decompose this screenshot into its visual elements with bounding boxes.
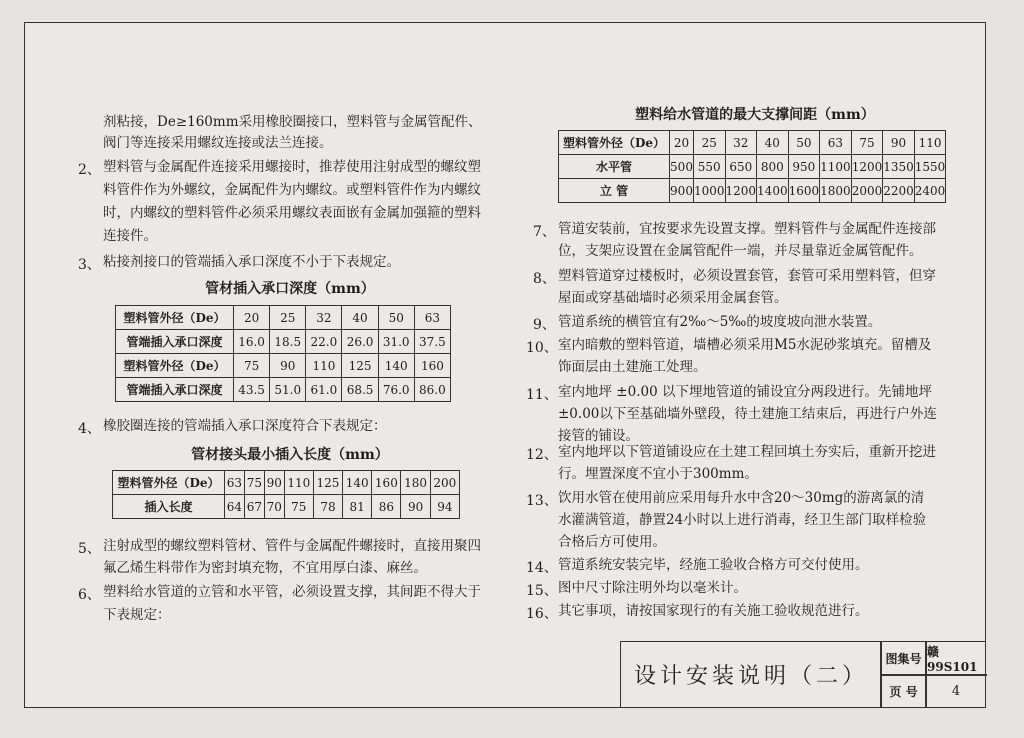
table-cell: 75 <box>234 354 270 378</box>
table-cell: 125 <box>342 354 378 378</box>
table-cell: 40 <box>342 306 378 330</box>
table-cell: 1800 <box>820 179 852 203</box>
table-cell: 2200 <box>883 179 915 203</box>
item-10-number: 10、 <box>526 340 558 356</box>
item-4-number: 4、 <box>78 421 101 437</box>
item-13-line-2: 水灌满管道，静置24小时以上进行消毒，经卫生部门取样检验 <box>558 512 927 528</box>
table-cell: 900 <box>670 179 694 203</box>
item-7-line-2: 位，支架应设置在金属管配件一端，并尽量靠近金属管配件。 <box>558 243 923 259</box>
table-cell: 76.0 <box>378 378 414 402</box>
item-11-number: 11、 <box>526 387 558 403</box>
table-cell: 180 <box>401 471 430 495</box>
item-11-line-3: 接管的铺设。 <box>558 428 639 444</box>
table-row <box>113 471 460 495</box>
item-4-line-1: 橡胶圈连接的管端插入承口深度符合下表规定： <box>103 418 387 434</box>
table-cell: 650 <box>725 155 757 179</box>
table-cell: 140 <box>378 354 414 378</box>
item-7-line-1: 管道安装前，宜按要求先设置支撑。塑料管件与金属配件连接部 <box>558 221 936 237</box>
table-cell: 950 <box>788 155 820 179</box>
table-cell: 86.0 <box>414 378 450 402</box>
item-12-number: 12、 <box>526 447 558 463</box>
item-13-number: 13、 <box>526 493 558 509</box>
item-2-line-1: 塑料管与金属配件连接采用螺接时，推荐使用注射成型的螺纹塑 <box>103 159 481 175</box>
table-cell: 500 <box>670 155 694 179</box>
drawing-title: 设计安装说明（二） <box>633 664 868 689</box>
table-cell: 51.0 <box>270 378 306 402</box>
table-3-max-support-spacing <box>558 130 946 203</box>
table-cell: 110 <box>284 471 313 495</box>
item-8-line-2: 屋面或穿基础墙时必须采用金属套管。 <box>558 290 788 306</box>
table-cell: 68.5 <box>342 378 378 402</box>
table-cell: 塑料管外径（De） <box>116 354 234 378</box>
table-cell: 插入长度 <box>113 495 225 519</box>
table-row <box>559 131 946 155</box>
table-cell: 25 <box>270 306 306 330</box>
table-cell: 86 <box>372 495 401 519</box>
item-3-number: 3、 <box>78 257 101 273</box>
table-cell: 25 <box>693 131 725 155</box>
atlas-number-value: 赣99S101 <box>927 644 978 674</box>
table-cell: 1100 <box>820 155 852 179</box>
table-cell: 31.0 <box>378 330 414 354</box>
intro-line-2: 阀门等连接采用螺纹连接或法兰连接。 <box>103 135 333 151</box>
table-cell: 160 <box>414 354 450 378</box>
table-cell: 18.5 <box>270 330 306 354</box>
table-cell: 16.0 <box>234 330 270 354</box>
page-number-value: 4 <box>951 684 961 699</box>
table-cell: 75 <box>851 131 883 155</box>
table-cell: 63 <box>414 306 450 330</box>
item-5-line-1: 注射成型的螺纹塑料管材、管件与金属配件螺接时，直接用聚四 <box>103 538 481 554</box>
item-8-number: 8、 <box>533 271 556 287</box>
item-6-line-2: 下表规定： <box>103 607 171 623</box>
item-15-line-1: 图中尺寸除注明外均以毫米计。 <box>558 580 747 596</box>
table-cell: 110 <box>306 354 342 378</box>
item-8-line-1: 塑料管道穿过楼板时，必须设置套管，套管可采用塑料管，但穿 <box>558 268 936 284</box>
table-cell: 管端插入承口深度 <box>116 378 234 402</box>
table-cell: 1200 <box>725 179 757 203</box>
item-16-line-1: 其它事项，请按国家现行的有关施工验收规范进行。 <box>558 603 869 619</box>
table-cell: 塑料管外径（De） <box>113 471 225 495</box>
table-cell: 22.0 <box>306 330 342 354</box>
item-11-line-2: ±0.00以下至基础墙外壁段，待土建施工结束后，再进行户外连 <box>558 406 937 422</box>
table-row <box>559 155 946 179</box>
table-cell: 2400 <box>914 179 946 203</box>
table-cell: 140 <box>343 471 372 495</box>
table-row <box>113 495 460 519</box>
item-6-line-1: 塑料给水管道的立管和水平管，必须设置支撑，其间距不得大于 <box>103 584 481 600</box>
table-cell: 管端插入承口深度 <box>116 330 234 354</box>
table-cell: 50 <box>788 131 820 155</box>
table-cell: 90 <box>401 495 430 519</box>
item-2-number: 2、 <box>78 162 101 178</box>
table-cell: 125 <box>313 471 342 495</box>
table-cell: 200 <box>430 471 459 495</box>
table-cell: 43.5 <box>234 378 270 402</box>
item-14-number: 14、 <box>526 560 558 576</box>
table-cell: 63 <box>225 471 245 495</box>
table-cell: 1200 <box>851 155 883 179</box>
table-cell: 63 <box>820 131 852 155</box>
table-cell: 81 <box>343 495 372 519</box>
item-5-number: 5、 <box>78 541 101 557</box>
item-15-number: 15、 <box>526 583 558 599</box>
page-number-label: 页 号 <box>889 685 918 699</box>
table-row <box>559 179 946 203</box>
table-cell: 160 <box>372 471 401 495</box>
table-2-caption: 管材接头最小插入长度（mm） <box>191 447 389 463</box>
table-cell: 70 <box>264 495 284 519</box>
table-cell: 水平管 <box>559 155 670 179</box>
item-14-line-1: 管道系统安装完毕，经施工验收合格方可交付使用。 <box>558 557 869 573</box>
table-cell: 1550 <box>914 155 946 179</box>
table-cell: 550 <box>693 155 725 179</box>
table-cell: 塑料管外径（De） <box>559 131 670 155</box>
atlas-number-label: 图集号 <box>885 651 922 666</box>
item-2-line-2: 料管件作为外螺纹，金属配件为内螺纹。或塑料管件作为内螺纹 <box>103 182 481 198</box>
table-cell: 塑料管外径（De） <box>116 306 234 330</box>
table-2-min-insertion-length <box>112 470 460 519</box>
item-2-line-3: 时，内螺纹的塑料管件必须采用螺纹表面嵌有金属加强箍的塑料 <box>103 205 481 221</box>
item-13-line-3: 合格后方可使用。 <box>558 534 666 550</box>
table-1-caption: 管材插入承口深度（mm） <box>205 281 375 297</box>
table-row <box>116 330 451 354</box>
table-1-insertion-depth <box>115 305 451 402</box>
table-cell: 2000 <box>851 179 883 203</box>
table-cell: 75 <box>244 471 264 495</box>
table-cell: 50 <box>378 306 414 330</box>
table-cell: 800 <box>757 155 789 179</box>
table-cell: 75 <box>284 495 313 519</box>
table-3-caption: 塑料给水管道的最大支撑间距（mm） <box>635 107 875 123</box>
item-9-number: 9、 <box>533 317 556 333</box>
intro-line-1: 剂粘接，De≥160mm采用橡胶圈接口，塑料管与金属管配件、 <box>103 114 482 130</box>
table-cell: 1350 <box>883 155 915 179</box>
table-cell: 32 <box>725 131 757 155</box>
table-cell: 67 <box>244 495 264 519</box>
table-cell: 78 <box>313 495 342 519</box>
table-cell: 90 <box>270 354 306 378</box>
table-cell: 64 <box>225 495 245 519</box>
table-cell: 40 <box>757 131 789 155</box>
table-cell: 90 <box>883 131 915 155</box>
table-row <box>116 354 451 378</box>
item-3-line-1: 粘接剂接口的管端插入承口深度不小于下表规定。 <box>103 254 400 270</box>
table-cell: 26.0 <box>342 330 378 354</box>
table-cell: 1600 <box>788 179 820 203</box>
table-cell: 94 <box>430 495 459 519</box>
table-cell: 90 <box>264 471 284 495</box>
item-10-line-1: 室内暗敷的塑料管道，墙槽必须采用M5水泥砂浆填充。留槽及 <box>558 337 932 353</box>
table-cell: 立 管 <box>559 179 670 203</box>
item-10-line-2: 饰面层由土建施工处理。 <box>558 359 707 375</box>
item-12-line-1: 室内地坪以下管道铺设应在土建工程回填土夯实后，重新开挖进 <box>558 444 936 460</box>
item-13-line-1: 饮用水管在使用前应采用每升水中含20～30mg的游离氯的清 <box>558 490 925 506</box>
item-9-line-1: 管道系统的横管宜有2‰～5‰的坡度坡向泄水装置。 <box>558 314 882 330</box>
item-5-line-2: 氟乙烯生料带作为密封填充物，不宜用厚白漆、麻丝。 <box>103 560 427 576</box>
title-block <box>620 641 986 708</box>
item-12-line-2: 行。埋置深度不宜小于300mm。 <box>558 466 758 482</box>
item-7-number: 7、 <box>533 224 556 240</box>
table-cell: 20 <box>234 306 270 330</box>
table-cell: 32 <box>306 306 342 330</box>
table-cell: 110 <box>914 131 946 155</box>
table-cell: 1400 <box>757 179 789 203</box>
table-cell: 1000 <box>693 179 725 203</box>
table-cell: 20 <box>670 131 694 155</box>
item-6-number: 6、 <box>78 587 101 603</box>
item-16-number: 16、 <box>526 606 558 622</box>
table-cell: 37.5 <box>414 330 450 354</box>
item-11-line-1: 室内地坪 ±0.00 以下埋地管道的铺设宜分两段进行。先铺地坪 <box>558 384 932 400</box>
table-row <box>116 306 451 330</box>
table-row <box>116 378 451 402</box>
table-cell: 61.0 <box>306 378 342 402</box>
item-2-line-4: 连接件。 <box>103 228 157 244</box>
